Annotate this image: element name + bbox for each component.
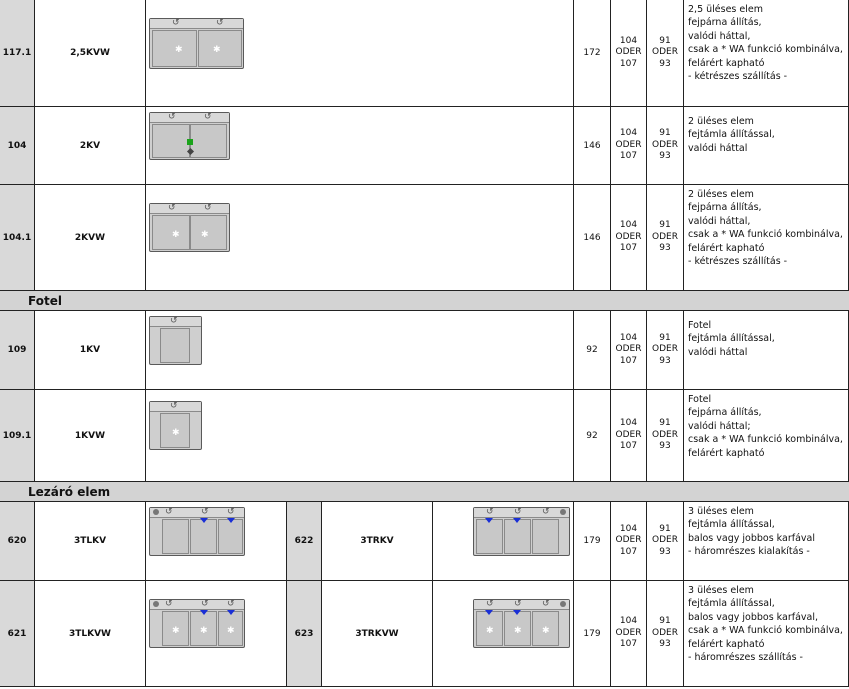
sofa-diagram (149, 18, 244, 69)
model-code: 1KV (35, 311, 146, 389)
description: 3 üléses elem fejtámla állítással, balos vagy jobbos karfával, csak a * WA funkció kombinálva, felárért kapható - háromrészes szállítás - (684, 581, 849, 686)
row-divider (0, 686, 849, 687)
description: Fotel fejtámla állítással, valódi háttal (684, 311, 849, 389)
table-row (0, 581, 849, 686)
width-value: 172 (574, 0, 611, 106)
headrest-recline-icon: ↺ (486, 599, 494, 609)
headrest-recline-icon: ↺ (204, 112, 212, 122)
model-code: 1KVW (35, 390, 146, 481)
headrest-recline-icon: ↺ (201, 599, 209, 609)
headrest-recline-icon: ↺ (514, 599, 522, 609)
width-value: 179 (574, 502, 611, 580)
model-code: 3TLKV (35, 502, 146, 580)
wa-function-star-icon: ✱ (172, 428, 180, 438)
blue-down-arrow-icon (200, 610, 208, 615)
sofa-diagram-cell (433, 502, 574, 580)
height-values: 104 ODER 107 (611, 185, 647, 290)
width-value: 179 (574, 581, 611, 686)
article-number: 117.1 (0, 0, 35, 106)
headrest-recline-icon: ↺ (514, 507, 522, 517)
article-number: 622 (287, 502, 322, 580)
table-row (0, 185, 849, 290)
height-values: 104 ODER 107 (611, 390, 647, 481)
blue-down-arrow-icon (200, 518, 208, 523)
armrest-icon (560, 601, 566, 607)
model-code: 2,5KVW (35, 0, 146, 106)
table-row (0, 107, 849, 184)
sofa-diagram-cell (146, 0, 574, 106)
wa-function-star-icon: ✱ (172, 626, 180, 636)
headrest-recline-icon: ↺ (542, 507, 550, 517)
description: 2 üléses elem fejpárna állítás, valódi háttal, csak a * WA funkció kombinálva, felárért kapható - kétrészes szállítás - (684, 185, 849, 290)
section-header-fotel: Fotel (0, 291, 849, 310)
height-values: 104 ODER 107 (611, 311, 647, 389)
width-value: 146 (574, 107, 611, 184)
armrest-icon (153, 601, 159, 607)
headrest-recline-icon: ↺ (216, 18, 224, 28)
wa-function-star-icon: ✱ (213, 45, 221, 55)
wa-function-star-icon: ✱ (542, 626, 550, 636)
model-code: 3TLKVW (35, 581, 146, 686)
width-value: 92 (574, 390, 611, 481)
sofa-diagram-cell (146, 390, 574, 481)
description: 2 üléses elem fejtámla állítással, valódi háttal (684, 107, 849, 184)
sofa-right-arm-diagram (473, 507, 570, 556)
depth-values: 91 ODER 93 (647, 0, 684, 106)
description: 2,5 üléses elem fejpárna állítás, valódi háttal, csak a * WA funkció kombinálva, felárért kapható - kétrészes szállítás - (684, 0, 849, 106)
model-code: 3TRKVW (322, 581, 433, 686)
headrest-recline-icon: ↺ (170, 316, 178, 326)
headrest-recline-icon: ↺ (201, 507, 209, 517)
armchair-diagram (149, 316, 202, 365)
green-marker-icon (187, 139, 193, 145)
width-value: 92 (574, 311, 611, 389)
table-row (0, 0, 849, 106)
blue-down-arrow-icon (227, 610, 235, 615)
article-number: 621 (0, 581, 35, 686)
model-code: 3TRKV (322, 502, 433, 580)
depth-values: 91 ODER 93 (647, 390, 684, 481)
wa-function-star-icon: ✱ (172, 230, 180, 240)
height-values: 104 ODER 107 (611, 502, 647, 580)
section-header-lezaro: Lezáró elem (0, 482, 849, 501)
depth-values: 91 ODER 93 (647, 185, 684, 290)
sofa-diagram-cell (146, 581, 287, 686)
blue-down-arrow-icon (227, 518, 235, 523)
headrest-recline-icon: ↺ (168, 112, 176, 122)
depth-values: 91 ODER 93 (647, 502, 684, 580)
headrest-recline-icon: ↺ (227, 507, 235, 517)
blue-down-arrow-icon (513, 610, 521, 615)
sofa-diagram (149, 203, 230, 252)
height-values: 104 ODER 107 (611, 581, 647, 686)
headrest-recline-icon: ↺ (168, 203, 176, 213)
sofa-diagram-cell (146, 502, 287, 580)
blue-down-arrow-icon (485, 610, 493, 615)
headrest-recline-icon: ↺ (542, 599, 550, 609)
table-row (0, 502, 849, 580)
article-number: 109 (0, 311, 35, 389)
sofa-right-arm-diagram (473, 599, 570, 648)
article-number: 109.1 (0, 390, 35, 481)
armrest-icon (153, 509, 159, 515)
blue-down-arrow-icon (513, 518, 521, 523)
description: Fotel fejpárna állítás, valódi háttal; csak a * WA funkció kombinálva, felárért kapható (684, 390, 849, 481)
armrest-icon (560, 509, 566, 515)
article-number: 623 (287, 581, 322, 686)
article-number: 104.1 (0, 185, 35, 290)
sofa-diagram-cell (146, 107, 574, 184)
wa-function-star-icon: ✱ (200, 626, 208, 636)
headrest-recline-icon: ↺ (165, 599, 173, 609)
wa-function-star-icon: ✱ (201, 230, 209, 240)
height-values: 104 ODER 107 (611, 107, 647, 184)
sofa-left-arm-diagram (149, 507, 245, 556)
sofa-diagram-cell (146, 185, 574, 290)
headrest-recline-icon: ↺ (170, 401, 178, 411)
headrest-recline-icon: ↺ (227, 599, 235, 609)
table-row (0, 311, 849, 389)
depth-values: 91 ODER 93 (647, 311, 684, 389)
sofa-diagram-cell (433, 581, 574, 686)
headrest-recline-icon: ↺ (486, 507, 494, 517)
description: 3 üléses elem fejtámla állítással, balos vagy jobbos karfával - háromrészes kialakítás - (684, 502, 849, 580)
headrest-recline-icon: ↺ (165, 507, 173, 517)
headrest-recline-icon: ↺ (204, 203, 212, 213)
depth-values: 91 ODER 93 (647, 107, 684, 184)
width-value: 146 (574, 185, 611, 290)
height-values: 104 ODER 107 (611, 0, 647, 106)
sofa-diagram (149, 112, 230, 160)
article-number: 104 (0, 107, 35, 184)
model-code: 2KV (35, 107, 146, 184)
sofa-diagram-cell (146, 311, 574, 389)
blue-down-arrow-icon (485, 518, 493, 523)
table-row (0, 390, 849, 481)
model-code: 2KVW (35, 185, 146, 290)
wa-function-star-icon: ✱ (514, 626, 522, 636)
headrest-recline-icon: ↺ (172, 18, 180, 28)
wa-function-star-icon: ✱ (175, 45, 183, 55)
sofa-left-arm-diagram (149, 599, 245, 648)
armchair-diagram (149, 401, 202, 450)
wa-function-star-icon: ✱ (486, 626, 494, 636)
wa-function-star-icon: ✱ (227, 626, 235, 636)
depth-values: 91 ODER 93 (647, 581, 684, 686)
article-number: 620 (0, 502, 35, 580)
